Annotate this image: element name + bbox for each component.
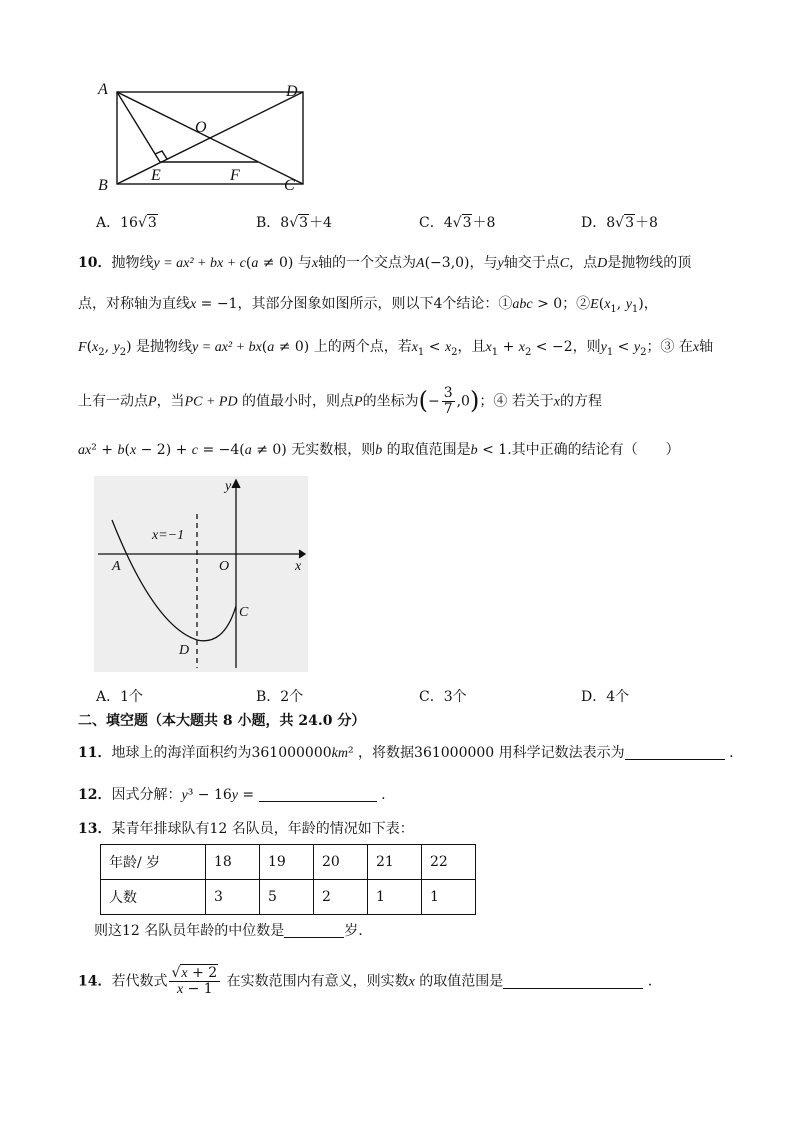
table-cell: 20 [314,845,368,880]
table-cell: 22 [422,845,476,880]
label-b: B [98,177,108,194]
rectangle-figure [94,76,316,200]
table-cell: 1 [368,880,422,915]
origin-label: O [219,559,230,574]
q10-line-3: $F(x_2$, $y_2$) 是抛物线y = ax² + bx(a ≠ 0) 上的两个点，若$x_1 < x_2$，且$x_1 + x_2 < -2$，则$y_1 < y_2$；③ 在x轴 [78,339,714,358]
q9-option-a[interactable]: A．16√3 [96,215,157,231]
parabola-graph [94,476,308,672]
label-d: D [286,83,298,100]
q10-option-d[interactable]: D．4个 [581,689,630,705]
q11-answer-blank[interactable] [625,743,725,760]
axis-y-label: y [225,479,232,494]
age-table [100,844,476,915]
q10-line-5: ax² + b(x − 2) + c = −4(a ≠ 0) 无实数根，则b 的取值范围是b < 1.其中正确的结论有（ ） [78,442,680,458]
axis-x-label: x [295,559,302,574]
q10-line-1: 10．抛物线y = ax² + bx + c(a ≠ 0) 与x轴的一个交点为A(−3,0)，与y轴交于点C，点D是抛物线的顶 [78,255,692,271]
label-e: E [151,167,161,184]
point-a-label: A [112,559,121,574]
table-cell: 21 [368,845,422,880]
q12-answer-blank[interactable] [259,785,377,802]
table-cell: 5 [260,880,314,915]
table-header-age: 年龄/ 岁 [101,845,206,880]
point-d-label: D [179,643,190,658]
label-f: F [230,167,240,184]
section-heading: 二、填空题（本大题共 8 小题，共 24.0 分） [78,713,366,729]
q10-line-2: 点，对称轴为直线x = −1，其部分图象如图所示，则以下4个结论：①abc > 0；$②E(x_1$, $y_1$)， [78,296,658,315]
table-cell: 18 [206,845,260,880]
q10-option-b[interactable]: B．2个 [256,689,304,705]
q14-answer-blank[interactable] [503,972,643,989]
q9-option-d[interactable]: D．8√3＋8 [581,215,658,231]
label-o: O [195,119,207,136]
q10-option-c[interactable]: C．3个 [419,689,467,705]
symmetry-label: x=−1 [152,528,185,543]
table-cell: 19 [260,845,314,880]
q13: 13．某青年排球队有12 名队员，年龄的情况如下表： [78,821,414,837]
table-cell: 2 [314,880,368,915]
q9-option-c[interactable]: C．4√3＋8 [419,215,496,231]
q12: 12．因式分解：y³ − 16y = . [78,787,386,803]
q13-followup: 则这12 名队员年龄的中位数是 岁. [94,923,363,939]
table-header-count: 人数 [101,880,206,915]
q9-option-b[interactable]: B．8√3＋4 [256,215,332,231]
table-cell: 3 [206,880,260,915]
label-a: A [98,81,108,98]
table-row [101,845,476,880]
q11: 11．地球上的海洋面积约为361000000km² ，将数据361000000 用科学记数法表示为 . [78,745,734,761]
q13-answer-blank[interactable] [284,921,344,938]
point-c-label: C [239,605,249,620]
label-c: C [284,177,295,194]
table-cell: 1 [422,880,476,915]
table-row [101,880,476,915]
q10-line-4: 上有一动点P，当PC + PD 的值最小时，则点P的坐标为(− $\frac{3}{7}$ ,0)；④ 若关于x的方程 [78,385,603,417]
q10-option-a[interactable]: A．1个 [96,689,144,705]
q14: 14．若代数式 $\frac{√x + 2}{x - 1}$ 在实数范围内有意义，则实数x 的取值范围是 . [78,965,653,997]
